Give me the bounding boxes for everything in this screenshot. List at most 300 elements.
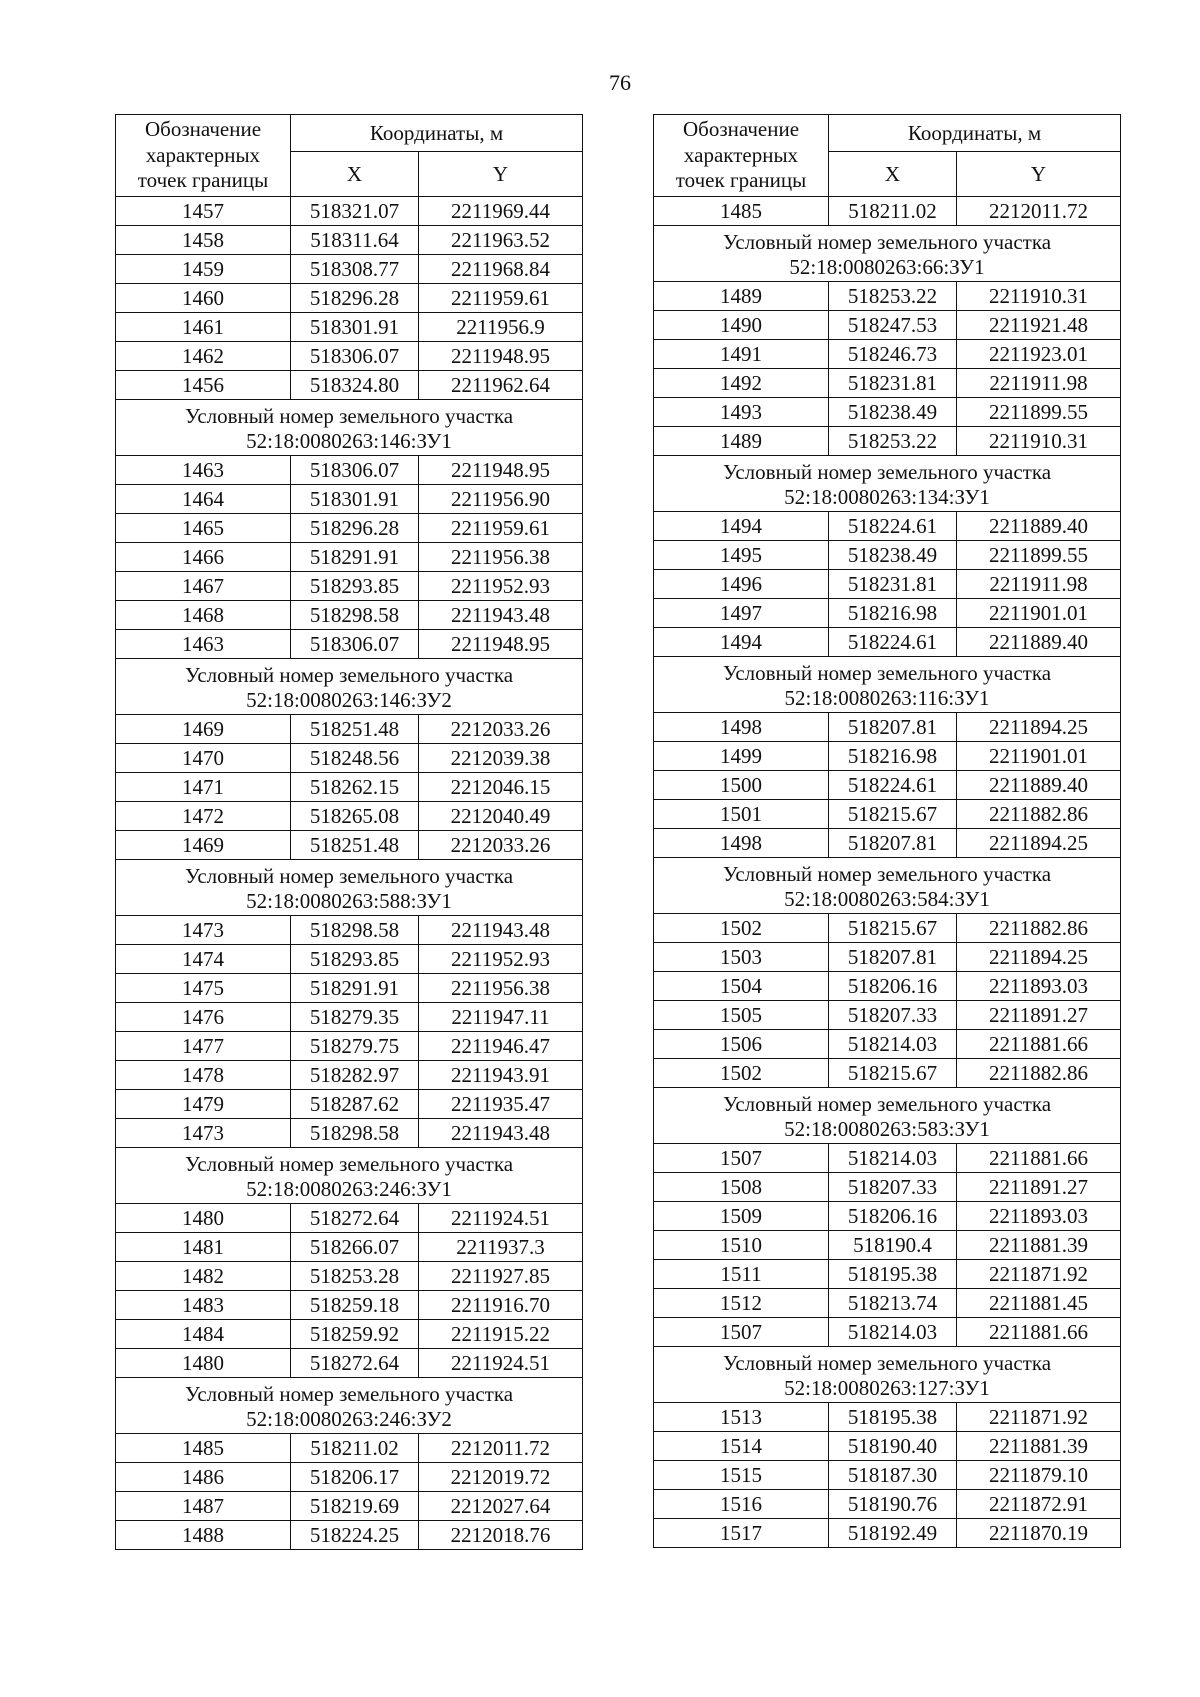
table-row xyxy=(654,599,1121,628)
table-row xyxy=(116,543,583,572)
table-row xyxy=(654,628,1121,657)
x-coordinate-cell: 518224.61 xyxy=(829,771,957,800)
point-id-cell: 1462 xyxy=(116,342,291,371)
x-coordinate-cell: 518207.81 xyxy=(829,713,957,742)
x-coordinate-cell: 518306.07 xyxy=(291,630,419,659)
x-coordinate-cell: 518224.25 xyxy=(291,1521,419,1550)
point-id-cell: 1463 xyxy=(116,456,291,485)
y-coordinate-cell: 2211871.92 xyxy=(957,1403,1121,1432)
table-row xyxy=(654,829,1121,858)
table-row xyxy=(116,226,583,255)
parcel-number: 52:18:0080263:583:ЗУ1 xyxy=(784,1116,990,1141)
designation-header-line1: Обозначение xyxy=(144,117,262,142)
y-coordinate-cell: 2211881.39 xyxy=(957,1231,1121,1260)
x-coordinate-cell: 518282.97 xyxy=(291,1061,419,1090)
table-row xyxy=(116,1320,583,1349)
y-coordinate-cell: 2211959.61 xyxy=(419,514,583,543)
table-row xyxy=(654,282,1121,311)
parcel-number: 52:18:0080263:588:ЗУ1 xyxy=(246,888,452,913)
point-id-cell: 1470 xyxy=(116,744,291,773)
x-coordinate-cell: 518206.17 xyxy=(291,1463,419,1492)
y-coordinate-cell: 2211948.95 xyxy=(419,630,583,659)
x-coordinate-cell: 518206.16 xyxy=(829,1202,957,1231)
parcel-section-row xyxy=(116,659,583,715)
parcel-section-title xyxy=(654,657,1121,713)
x-coordinate-cell: 518219.69 xyxy=(291,1492,419,1521)
x-coordinate-cell: 518253.28 xyxy=(291,1262,419,1291)
y-coordinate-cell: 2212046.15 xyxy=(419,773,583,802)
y-coordinate-cell: 2212011.72 xyxy=(419,1434,583,1463)
parcel-section-row xyxy=(654,1347,1121,1403)
x-coordinate-cell: 518207.81 xyxy=(829,829,957,858)
y-header: Y xyxy=(419,152,583,197)
parcel-section-title xyxy=(654,1088,1121,1144)
designation-header-line3: точек границы xyxy=(137,168,269,193)
y-header: Y xyxy=(957,152,1121,197)
point-id-cell: 1473 xyxy=(116,916,291,945)
table-row xyxy=(654,398,1121,427)
parcel-label: Условный номер земельного участка xyxy=(184,863,514,888)
point-id-cell: 1498 xyxy=(654,713,829,742)
point-id-cell: 1473 xyxy=(116,1119,291,1148)
x-coordinate-cell: 518296.28 xyxy=(291,514,419,543)
x-coordinate-cell: 518207.33 xyxy=(829,1173,957,1202)
table-row xyxy=(654,1001,1121,1030)
table-row xyxy=(116,630,583,659)
parcel-number: 52:18:0080263:66:ЗУ1 xyxy=(789,254,985,279)
table-row xyxy=(654,340,1121,369)
point-id-cell: 1517 xyxy=(654,1519,829,1548)
point-id-cell: 1476 xyxy=(116,1003,291,1032)
parcel-section-row xyxy=(654,657,1121,713)
parcel-number: 52:18:0080263:116:ЗУ1 xyxy=(784,685,990,710)
x-coordinate-cell: 518238.49 xyxy=(829,398,957,427)
table-row xyxy=(654,427,1121,456)
point-id-cell: 1469 xyxy=(116,831,291,860)
table-row xyxy=(116,342,583,371)
parcel-label: Условный номер земельного участка xyxy=(722,660,1052,685)
x-coordinate-cell: 518190.76 xyxy=(829,1490,957,1519)
x-coordinate-cell: 518296.28 xyxy=(291,284,419,313)
y-coordinate-cell: 2212040.49 xyxy=(419,802,583,831)
point-id-cell: 1463 xyxy=(116,630,291,659)
y-coordinate-cell: 2211956.9 xyxy=(419,313,583,342)
y-coordinate-cell: 2212033.26 xyxy=(419,831,583,860)
table-row xyxy=(654,1461,1121,1490)
x-coordinate-cell: 518311.64 xyxy=(291,226,419,255)
parcel-number: 52:18:0080263:134:ЗУ1 xyxy=(784,484,990,509)
y-coordinate-cell: 2211948.95 xyxy=(419,342,583,371)
x-coordinate-cell: 518251.48 xyxy=(291,715,419,744)
point-id-cell: 1484 xyxy=(116,1320,291,1349)
parcel-label: Условный номер земельного участка xyxy=(184,403,514,428)
y-coordinate-cell: 2211871.92 xyxy=(957,1260,1121,1289)
y-coordinate-cell: 2211901.01 xyxy=(957,599,1121,628)
parcel-section-title xyxy=(654,456,1121,512)
y-coordinate-cell: 2211891.27 xyxy=(957,1173,1121,1202)
parcel-section-row xyxy=(654,226,1121,282)
point-id-cell: 1477 xyxy=(116,1032,291,1061)
point-id-cell: 1465 xyxy=(116,514,291,543)
table-row xyxy=(654,1202,1121,1231)
table-row xyxy=(654,541,1121,570)
y-coordinate-cell: 2212019.72 xyxy=(419,1463,583,1492)
y-coordinate-cell: 2211911.98 xyxy=(957,570,1121,599)
point-id-cell: 1497 xyxy=(654,599,829,628)
x-coordinate-cell: 518253.22 xyxy=(829,427,957,456)
y-coordinate-cell: 2211901.01 xyxy=(957,742,1121,771)
parcel-number: 52:18:0080263:127:ЗУ1 xyxy=(784,1375,990,1400)
y-coordinate-cell: 2211962.64 xyxy=(419,371,583,400)
x-coordinate-cell: 518298.58 xyxy=(291,601,419,630)
y-coordinate-cell: 2211889.40 xyxy=(957,512,1121,541)
point-id-cell: 1480 xyxy=(116,1204,291,1233)
y-coordinate-cell: 2211899.55 xyxy=(957,398,1121,427)
y-coordinate-cell: 2211963.52 xyxy=(419,226,583,255)
y-coordinate-cell: 2211943.48 xyxy=(419,916,583,945)
table-row xyxy=(654,972,1121,1001)
y-coordinate-cell: 2211894.25 xyxy=(957,713,1121,742)
x-coordinate-cell: 518291.91 xyxy=(291,974,419,1003)
point-id-cell: 1471 xyxy=(116,773,291,802)
parcel-section-title xyxy=(116,1148,583,1204)
parcel-number: 52:18:0080263:246:ЗУ2 xyxy=(246,1406,452,1431)
x-coordinate-cell: 518324.80 xyxy=(291,371,419,400)
x-coordinate-cell: 518231.81 xyxy=(829,369,957,398)
point-id-cell: 1483 xyxy=(116,1291,291,1320)
point-id-cell: 1474 xyxy=(116,945,291,974)
y-coordinate-cell: 2211946.47 xyxy=(419,1032,583,1061)
table-body-right xyxy=(654,197,1121,1548)
parcel-label: Условный номер земельного участка xyxy=(722,229,1052,254)
y-coordinate-cell: 2211943.91 xyxy=(419,1061,583,1090)
table-row xyxy=(654,197,1121,226)
parcel-section-row xyxy=(654,858,1121,914)
y-coordinate-cell: 2211915.22 xyxy=(419,1320,583,1349)
point-id-cell: 1512 xyxy=(654,1289,829,1318)
x-coordinate-cell: 518321.07 xyxy=(291,197,419,226)
point-id-cell: 1487 xyxy=(116,1492,291,1521)
parcel-number: 52:18:0080263:584:ЗУ1 xyxy=(784,886,990,911)
point-id-cell: 1468 xyxy=(116,601,291,630)
parcel-number: 52:18:0080263:146:ЗУ2 xyxy=(246,687,452,712)
table-row xyxy=(654,1231,1121,1260)
x-coordinate-cell: 518247.53 xyxy=(829,311,957,340)
y-coordinate-cell: 2211937.3 xyxy=(419,1233,583,1262)
x-coordinate-cell: 518195.38 xyxy=(829,1403,957,1432)
y-coordinate-cell: 2211882.86 xyxy=(957,1059,1121,1088)
x-coordinate-cell: 518308.77 xyxy=(291,255,419,284)
parcel-section-row xyxy=(116,1148,583,1204)
parcel-section-title xyxy=(116,1378,583,1434)
point-id-cell: 1511 xyxy=(654,1260,829,1289)
y-coordinate-cell: 2211881.66 xyxy=(957,1030,1121,1059)
point-id-cell: 1502 xyxy=(654,1059,829,1088)
coordinates-table-right xyxy=(653,114,1121,1548)
x-coordinate-cell: 518265.08 xyxy=(291,802,419,831)
x-coordinate-cell: 518291.91 xyxy=(291,543,419,572)
point-id-cell: 1505 xyxy=(654,1001,829,1030)
point-id-cell: 1501 xyxy=(654,800,829,829)
parcel-section-row xyxy=(116,400,583,456)
designation-header xyxy=(116,115,291,197)
y-coordinate-cell: 2212033.26 xyxy=(419,715,583,744)
table-row xyxy=(116,1349,583,1378)
table-row xyxy=(654,1260,1121,1289)
parcel-section-title xyxy=(116,400,583,456)
table-row xyxy=(116,974,583,1003)
y-coordinate-cell: 2211881.45 xyxy=(957,1289,1121,1318)
y-coordinate-cell: 2211924.51 xyxy=(419,1204,583,1233)
point-id-cell: 1491 xyxy=(654,340,829,369)
table-row xyxy=(116,831,583,860)
point-id-cell: 1503 xyxy=(654,943,829,972)
table-row xyxy=(116,1434,583,1463)
y-coordinate-cell: 2211952.93 xyxy=(419,945,583,974)
point-id-cell: 1515 xyxy=(654,1461,829,1490)
x-coordinate-cell: 518190.40 xyxy=(829,1432,957,1461)
y-coordinate-cell: 2211879.10 xyxy=(957,1461,1121,1490)
x-coordinate-cell: 518224.61 xyxy=(829,512,957,541)
y-coordinate-cell: 2211894.25 xyxy=(957,829,1121,858)
point-id-cell: 1494 xyxy=(654,512,829,541)
x-coordinate-cell: 518231.81 xyxy=(829,570,957,599)
y-coordinate-cell: 2211872.91 xyxy=(957,1490,1121,1519)
x-coordinate-cell: 518251.48 xyxy=(291,831,419,860)
y-coordinate-cell: 2212011.72 xyxy=(957,197,1121,226)
x-coordinate-cell: 518190.4 xyxy=(829,1231,957,1260)
parcel-section-title xyxy=(116,659,583,715)
y-coordinate-cell: 2211947.11 xyxy=(419,1003,583,1032)
y-coordinate-cell: 2211956.38 xyxy=(419,543,583,572)
point-id-cell: 1489 xyxy=(654,427,829,456)
parcel-section-row xyxy=(116,1378,583,1434)
point-id-cell: 1509 xyxy=(654,1202,829,1231)
y-coordinate-cell: 2211956.90 xyxy=(419,485,583,514)
x-coordinate-cell: 518262.15 xyxy=(291,773,419,802)
parcel-section-title xyxy=(116,860,583,916)
parcel-label: Условный номер земельного участка xyxy=(722,459,1052,484)
table-row xyxy=(116,1521,583,1550)
point-id-cell: 1496 xyxy=(654,570,829,599)
table-row xyxy=(654,369,1121,398)
table-row xyxy=(116,744,583,773)
point-id-cell: 1495 xyxy=(654,541,829,570)
x-coordinate-cell: 518266.07 xyxy=(291,1233,419,1262)
parcel-label: Условный номер земельного участка xyxy=(184,1151,514,1176)
point-id-cell: 1500 xyxy=(654,771,829,800)
x-coordinate-cell: 518259.18 xyxy=(291,1291,419,1320)
y-coordinate-cell: 2211899.55 xyxy=(957,541,1121,570)
point-id-cell: 1475 xyxy=(116,974,291,1003)
point-id-cell: 1507 xyxy=(654,1144,829,1173)
table-row xyxy=(654,1059,1121,1088)
x-coordinate-cell: 518298.58 xyxy=(291,916,419,945)
table-row xyxy=(116,1032,583,1061)
table-row xyxy=(116,197,583,226)
table-row xyxy=(654,800,1121,829)
y-coordinate-cell: 2211952.93 xyxy=(419,572,583,601)
parcel-label: Условный номер земельного участка xyxy=(184,662,514,687)
table-row xyxy=(116,1233,583,1262)
y-coordinate-cell: 2211881.39 xyxy=(957,1432,1121,1461)
point-id-cell: 1478 xyxy=(116,1061,291,1090)
y-coordinate-cell: 2211916.70 xyxy=(419,1291,583,1320)
point-id-cell: 1490 xyxy=(654,311,829,340)
x-coordinate-cell: 518279.75 xyxy=(291,1032,419,1061)
x-coordinate-cell: 518207.81 xyxy=(829,943,957,972)
parcel-section-row xyxy=(116,860,583,916)
point-id-cell: 1499 xyxy=(654,742,829,771)
x-coordinate-cell: 518248.56 xyxy=(291,744,419,773)
x-coordinate-cell: 518192.49 xyxy=(829,1519,957,1548)
parcel-label: Условный номер земельного участка xyxy=(184,1381,514,1406)
table-row xyxy=(116,715,583,744)
point-id-cell: 1493 xyxy=(654,398,829,427)
table-row xyxy=(654,570,1121,599)
y-coordinate-cell: 2211948.95 xyxy=(419,456,583,485)
point-id-cell: 1458 xyxy=(116,226,291,255)
point-id-cell: 1481 xyxy=(116,1233,291,1262)
point-id-cell: 1514 xyxy=(654,1432,829,1461)
y-coordinate-cell: 2211921.48 xyxy=(957,311,1121,340)
table-row xyxy=(116,485,583,514)
table-row xyxy=(116,601,583,630)
point-id-cell: 1457 xyxy=(116,197,291,226)
x-coordinate-cell: 518238.49 xyxy=(829,541,957,570)
y-coordinate-cell: 2211959.61 xyxy=(419,284,583,313)
coordinates-header: Координаты, м xyxy=(291,115,583,152)
point-id-cell: 1492 xyxy=(654,369,829,398)
y-coordinate-cell: 2211882.86 xyxy=(957,914,1121,943)
y-coordinate-cell: 2211968.84 xyxy=(419,255,583,284)
x-coordinate-cell: 518279.35 xyxy=(291,1003,419,1032)
table-row xyxy=(116,284,583,313)
y-coordinate-cell: 2211943.48 xyxy=(419,1119,583,1148)
table-row xyxy=(116,773,583,802)
designation-header-line3: точек границы xyxy=(675,168,807,193)
x-coordinate-cell: 518306.07 xyxy=(291,342,419,371)
x-coordinate-cell: 518253.22 xyxy=(829,282,957,311)
x-coordinate-cell: 518216.98 xyxy=(829,742,957,771)
x-coordinate-cell: 518213.74 xyxy=(829,1289,957,1318)
table-row xyxy=(654,1490,1121,1519)
table-row xyxy=(116,371,583,400)
table-row xyxy=(116,572,583,601)
y-coordinate-cell: 2211893.03 xyxy=(957,972,1121,1001)
point-id-cell: 1460 xyxy=(116,284,291,313)
x-coordinate-cell: 518293.85 xyxy=(291,572,419,601)
x-coordinate-cell: 518207.33 xyxy=(829,1001,957,1030)
y-coordinate-cell: 2211924.51 xyxy=(419,1349,583,1378)
point-id-cell: 1489 xyxy=(654,282,829,311)
table-body-left xyxy=(116,197,583,1550)
y-coordinate-cell: 2211881.66 xyxy=(957,1144,1121,1173)
point-id-cell: 1479 xyxy=(116,1090,291,1119)
x-coordinate-cell: 518246.73 xyxy=(829,340,957,369)
x-coordinate-cell: 518272.64 xyxy=(291,1204,419,1233)
table-row xyxy=(116,456,583,485)
y-coordinate-cell: 2211891.27 xyxy=(957,1001,1121,1030)
parcel-section-title xyxy=(654,1347,1121,1403)
point-id-cell: 1461 xyxy=(116,313,291,342)
parcel-section-title xyxy=(654,226,1121,282)
y-coordinate-cell: 2212027.64 xyxy=(419,1492,583,1521)
table-row xyxy=(654,1519,1121,1548)
point-id-cell: 1459 xyxy=(116,255,291,284)
table-row xyxy=(116,916,583,945)
point-id-cell: 1482 xyxy=(116,1262,291,1291)
x-coordinate-cell: 518259.92 xyxy=(291,1320,419,1349)
x-coordinate-cell: 518224.61 xyxy=(829,628,957,657)
parcel-label: Условный номер земельного участка xyxy=(722,1091,1052,1116)
y-coordinate-cell: 2212018.76 xyxy=(419,1521,583,1550)
point-id-cell: 1486 xyxy=(116,1463,291,1492)
table-row xyxy=(654,512,1121,541)
table-row xyxy=(116,1492,583,1521)
x-coordinate-cell: 518306.07 xyxy=(291,456,419,485)
point-id-cell: 1485 xyxy=(116,1434,291,1463)
point-id-cell: 1469 xyxy=(116,715,291,744)
table-row xyxy=(116,255,583,284)
x-coordinate-cell: 518214.03 xyxy=(829,1318,957,1347)
parcel-section-title xyxy=(654,858,1121,914)
x-coordinate-cell: 518211.02 xyxy=(291,1434,419,1463)
table-row xyxy=(654,1432,1121,1461)
parcel-section-row xyxy=(654,1088,1121,1144)
table-row xyxy=(116,1204,583,1233)
x-coordinate-cell: 518211.02 xyxy=(829,197,957,226)
table-row xyxy=(116,1119,583,1148)
table-row xyxy=(654,1318,1121,1347)
table-row xyxy=(654,943,1121,972)
table-row xyxy=(654,1144,1121,1173)
x-coordinate-cell: 518206.16 xyxy=(829,972,957,1001)
y-coordinate-cell: 2211911.98 xyxy=(957,369,1121,398)
y-coordinate-cell: 2211882.86 xyxy=(957,800,1121,829)
y-coordinate-cell: 2211889.40 xyxy=(957,771,1121,800)
table-row xyxy=(116,1003,583,1032)
point-id-cell: 1508 xyxy=(654,1173,829,1202)
table-row xyxy=(116,514,583,543)
x-coordinate-cell: 518215.67 xyxy=(829,1059,957,1088)
point-id-cell: 1504 xyxy=(654,972,829,1001)
point-id-cell: 1456 xyxy=(116,371,291,400)
point-id-cell: 1480 xyxy=(116,1349,291,1378)
point-id-cell: 1467 xyxy=(116,572,291,601)
y-coordinate-cell: 2211870.19 xyxy=(957,1519,1121,1548)
table-row xyxy=(654,713,1121,742)
table-row xyxy=(116,945,583,974)
point-id-cell: 1494 xyxy=(654,628,829,657)
point-id-cell: 1506 xyxy=(654,1030,829,1059)
y-coordinate-cell: 2211923.01 xyxy=(957,340,1121,369)
x-coordinate-cell: 518215.67 xyxy=(829,914,957,943)
parcel-label: Условный номер земельного участка xyxy=(722,861,1052,886)
point-id-cell: 1507 xyxy=(654,1318,829,1347)
y-coordinate-cell: 2211889.40 xyxy=(957,628,1121,657)
x-coordinate-cell: 518301.91 xyxy=(291,313,419,342)
coordinates-header: Координаты, м xyxy=(829,115,1121,152)
y-coordinate-cell: 2211910.31 xyxy=(957,427,1121,456)
x-coordinate-cell: 518214.03 xyxy=(829,1030,957,1059)
table-row xyxy=(116,1262,583,1291)
parcel-number: 52:18:0080263:146:ЗУ1 xyxy=(246,428,452,453)
table-row xyxy=(654,1173,1121,1202)
designation-header-line2: характерных xyxy=(145,142,261,167)
table-row xyxy=(654,1403,1121,1432)
point-id-cell: 1464 xyxy=(116,485,291,514)
